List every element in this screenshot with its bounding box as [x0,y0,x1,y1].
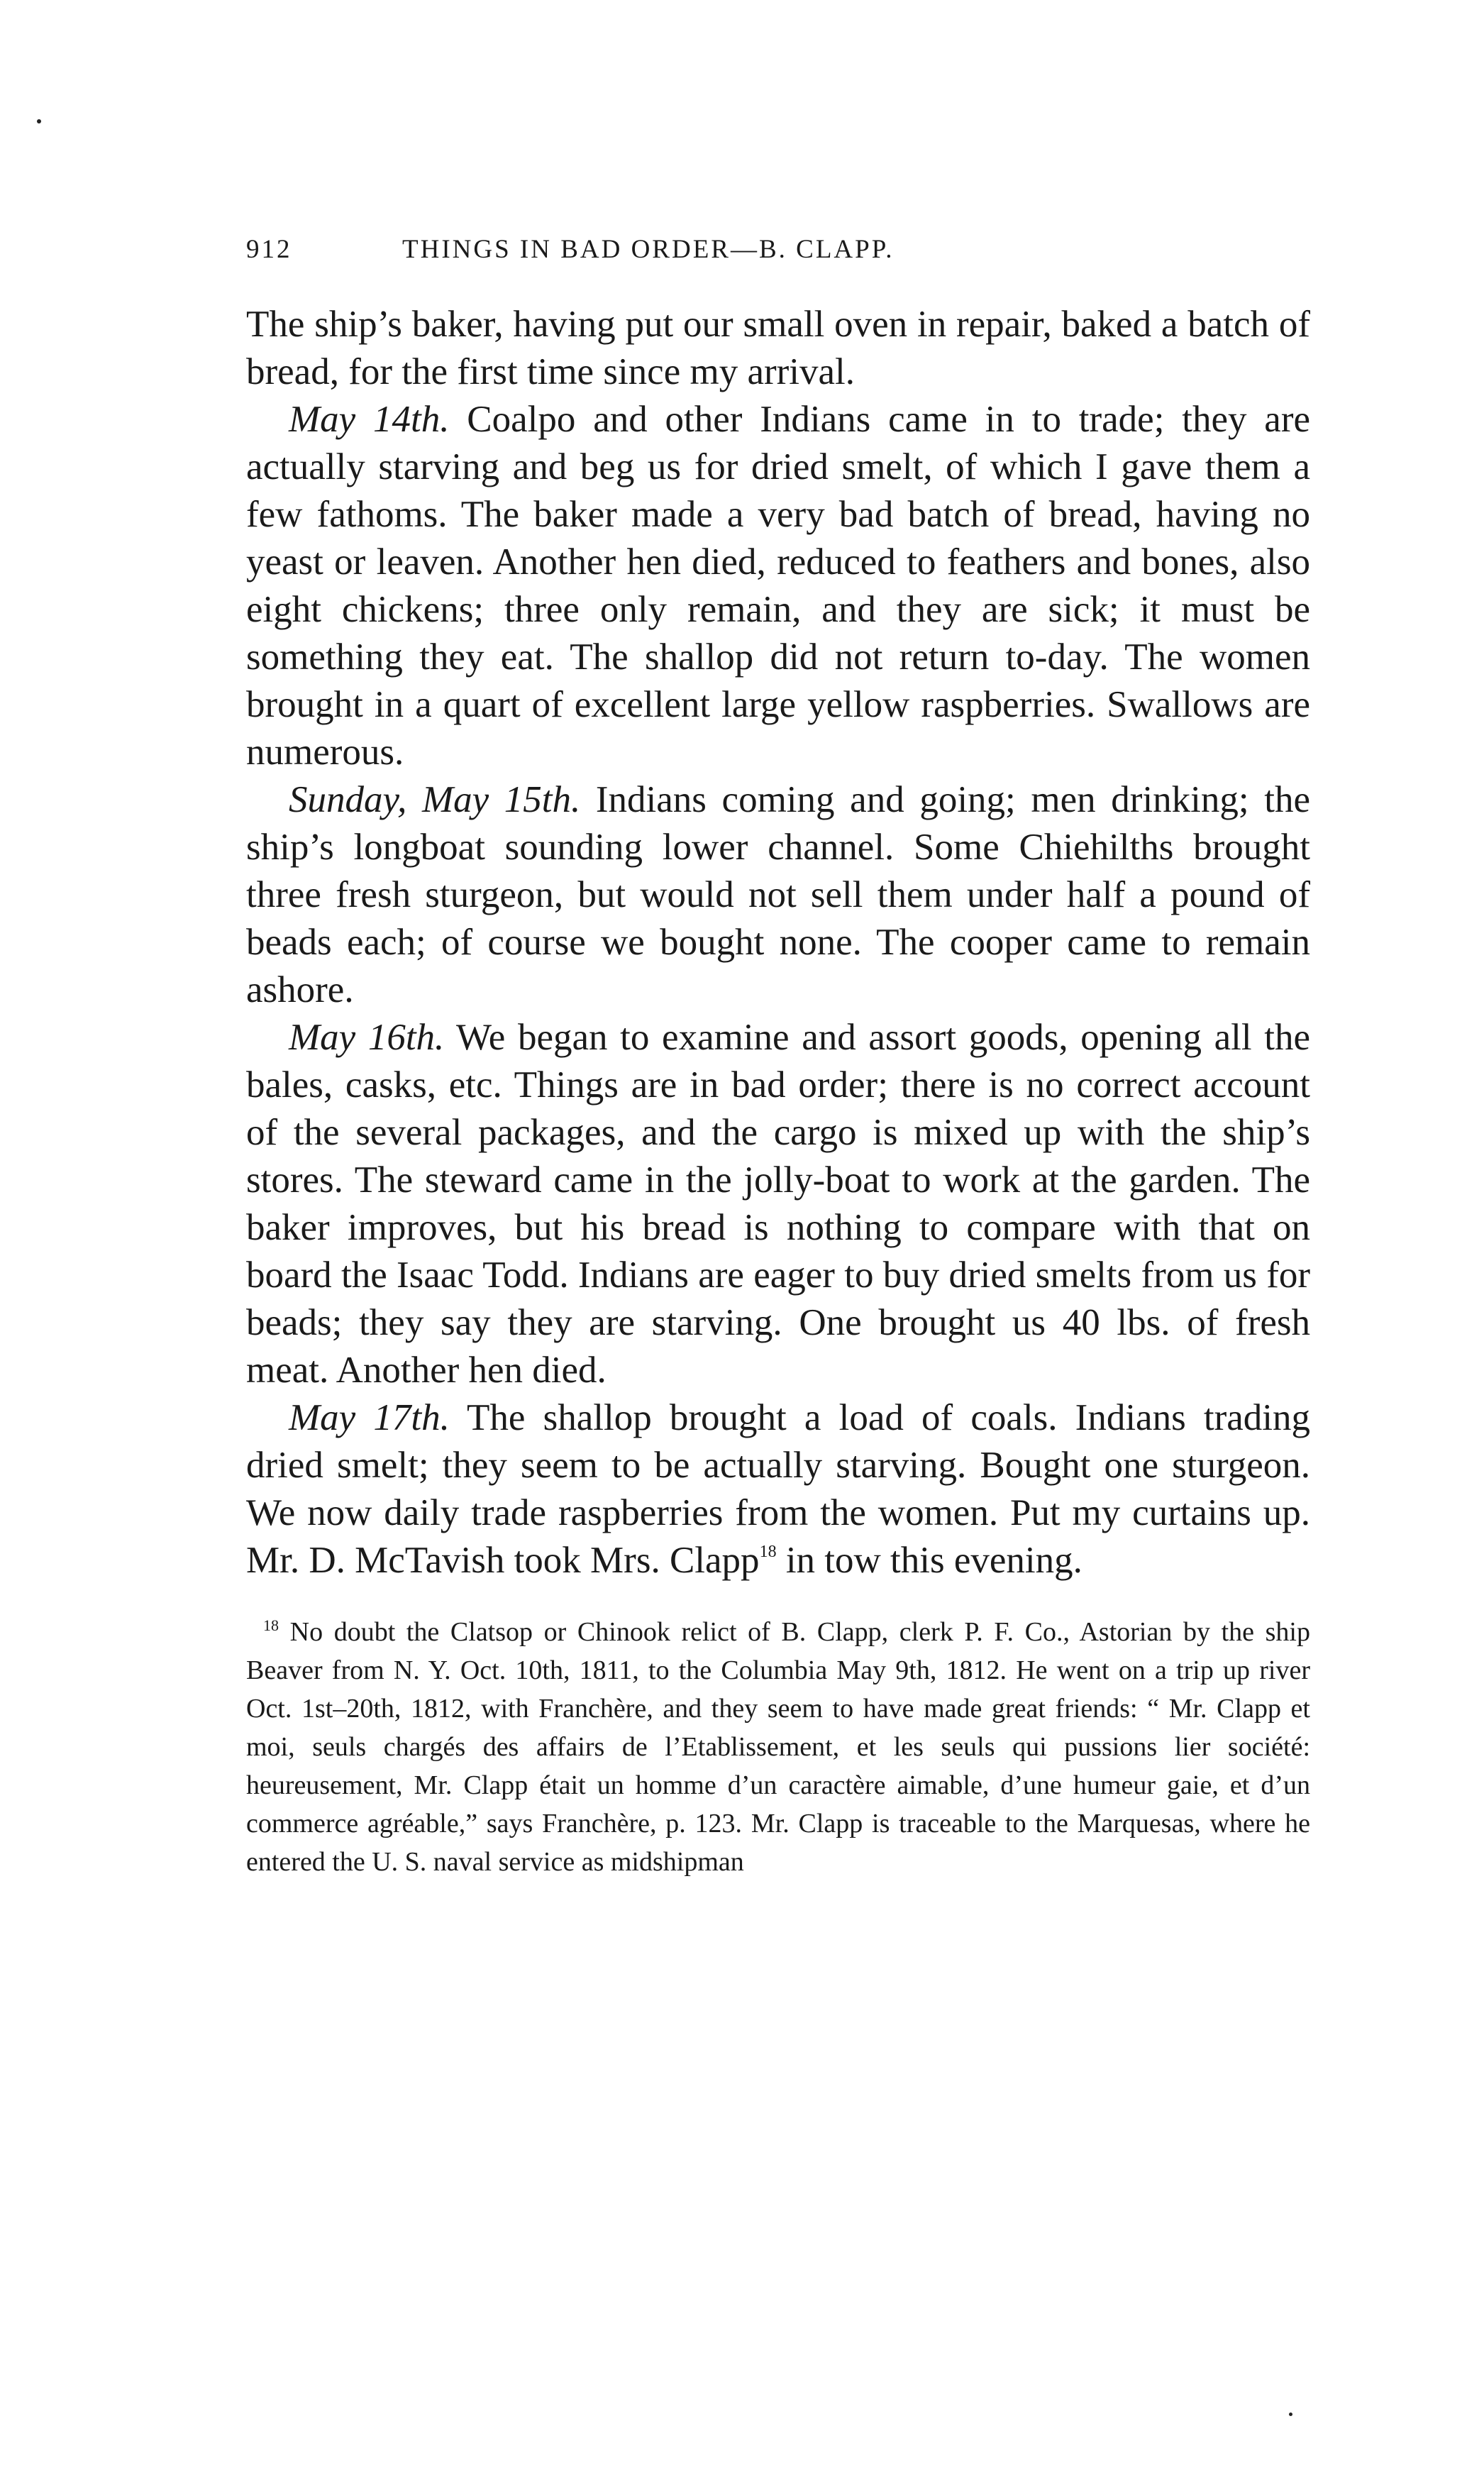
entry-date: May 14th. [289,399,450,440]
book-page [246,234,1310,1908]
entry-date: Sunday, May 15th. [289,779,581,820]
paragraph-text: The ship’s baker, having put our small oven in repair, baked a batch of bread, for the first time since my arrival. [246,304,1310,392]
paragraph [246,1014,1310,1394]
paragraph [246,1394,1310,1584]
footnote-reference[interactable]: 18 [759,1543,777,1561]
page-number: 912 [246,235,292,264]
footnote-marker: 18 [263,1616,279,1634]
running-head: THINGS IN BAD ORDER—B. CLAPP. [402,235,895,264]
speck [1289,2413,1292,2416]
footnote [246,1613,1310,1881]
paragraph-text: We began to examine and assort goods, opening all the bales, casks, etc. Things are in bad order; there is no correct account of the several packages, and the cargo is mixed up with the ship’s stores. The steward came in the jolly-boat to work at the garden. The baker improves, but his bread is nothing to compare with that on board the Isaac Todd. Indians are eager to buy dried smelts from us for beads; they say they are starving. One brought us 40 lbs. of fresh meat. Another hen died. [246,1017,1310,1391]
entry-date: May 17th. [289,1397,450,1438]
paragraph [246,301,1310,396]
paragraph-text-continued: in tow this evening. [776,1540,1082,1581]
speck [37,119,41,123]
paragraph-text: The shallop brought a load of coals. Indians trading dried smelt; they seem to be actually starving. Bought one sturgeon. We now daily trade raspberries from the women. Put my curtains up. Mr. D. McTavish took Mrs. Clapp [246,1397,1310,1581]
footnote-text: No doubt the Clatsop or Chinook relict of B. Clapp, clerk P. F. Co., Astorian by the ship Beaver from N. Y. Oct. 10th, 1811, to the Columbia May 9th, 1812. He went on a trip up river Oct. 1st–20th, 1812, with Franchère, and they seem to have made great friends: “ Mr. Clapp et moi, seuls chargés des affairs de l’Etablissement, et les seuls qui pussions lier société: heureusement, Mr. Clapp était un homme d’un caractère aimable, d’une humeur gaie, et d’un commerce agréable,” says Franchère, p. 123. Mr. Clapp is traceable to the Marquesas, where he entered the U. S. naval service as midshipman [246,1617,1310,1877]
page-header [246,234,1310,277]
paragraph [246,776,1310,1014]
paragraph [246,396,1310,776]
body-text [246,301,1310,1584]
paragraph-text: Coalpo and other Indians came in to trade; they are actually starving and beg us for dried smelt, of which I gave them a few fathoms. The baker made a very bad batch of bread, having no yeast or leaven. Another hen died, reduced to feathers and bones, also eight chickens; three only remain, and they are sick; it must be something they eat. The shallop did not return to-day. The women brought in a quart of excellent large yellow raspberries. Swallows are numerous. [246,399,1310,773]
paragraph-text: Indians coming and going; men drinking; the ship’s longboat sounding lower channel. Some Chiehilths brought three fresh sturgeon, but would not sell them under half a pound of beads each; of course we bought none. The cooper came to remain ashore. [246,779,1310,1010]
entry-date: May 16th. [289,1017,445,1058]
